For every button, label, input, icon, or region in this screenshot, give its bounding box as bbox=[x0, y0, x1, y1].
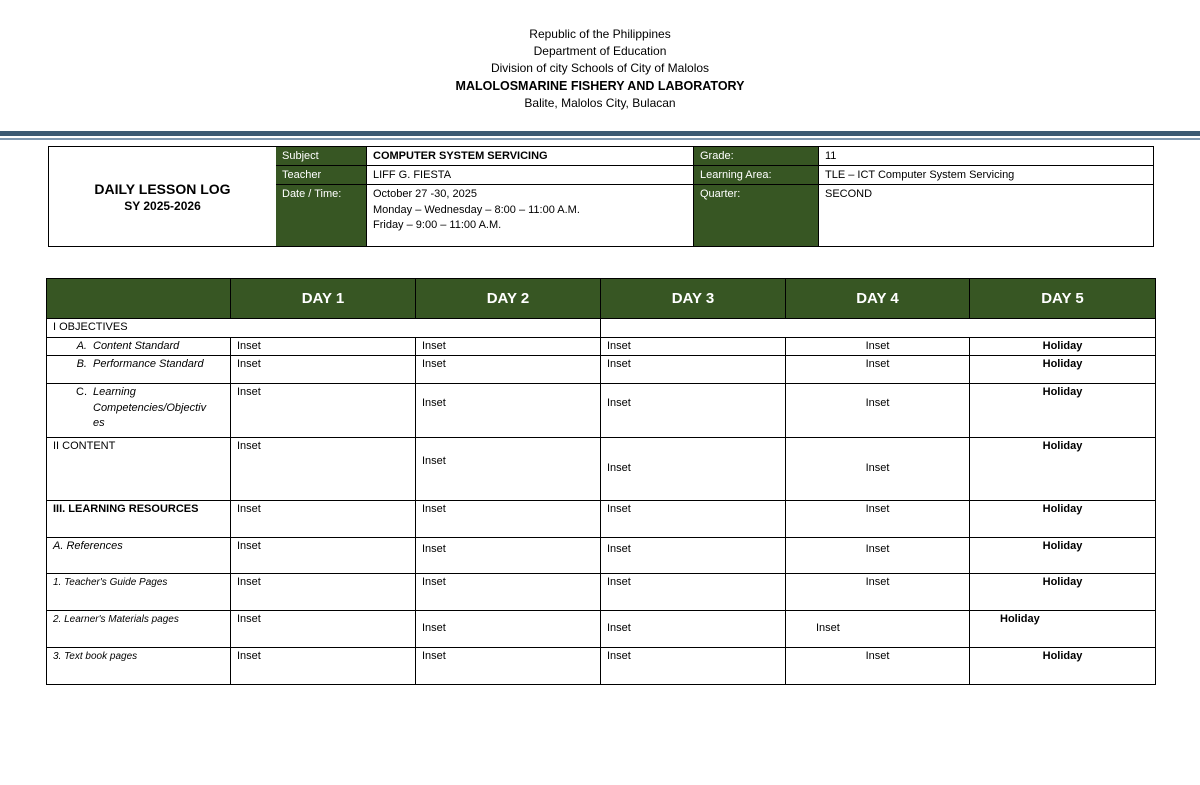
quarter-value: SECOND bbox=[825, 188, 873, 200]
day1-cell: Inset bbox=[231, 337, 416, 356]
day-header: DAY 4 bbox=[786, 279, 970, 319]
day4-cell: Inset bbox=[786, 438, 970, 501]
row-label bbox=[47, 384, 231, 438]
row-label bbox=[47, 356, 231, 384]
learning-area-value: TLE – ICT Computer System Servicing bbox=[819, 166, 1153, 185]
day4-cell: Inset bbox=[786, 611, 970, 648]
day1-cell: Inset bbox=[231, 538, 416, 574]
day5-cell: Holiday bbox=[970, 611, 1156, 648]
table-row bbox=[47, 319, 1156, 338]
day4-cell: Inset bbox=[786, 574, 970, 611]
day5-cell: Holiday bbox=[970, 648, 1156, 685]
corner-header bbox=[47, 279, 231, 319]
log-title: DAILY LESSON LOG bbox=[94, 180, 231, 197]
learning-area-label: Learning Area: bbox=[694, 166, 819, 185]
header-division: Division of city Schools of City of Malolos bbox=[490, 61, 710, 76]
day2-cell: Inset bbox=[416, 611, 601, 648]
day5-cell: Holiday bbox=[970, 384, 1156, 438]
day5-cell: Holiday bbox=[970, 337, 1156, 356]
day3-cell: Inset bbox=[601, 337, 786, 356]
table-row bbox=[47, 356, 1156, 384]
day2-cell: Inset bbox=[416, 337, 601, 356]
day2-cell: Inset bbox=[416, 438, 601, 501]
day3-cell: Inset bbox=[601, 501, 786, 538]
row-label bbox=[47, 337, 231, 356]
day4-cell: Inset bbox=[786, 648, 970, 685]
date-label: Date / Time: bbox=[276, 185, 367, 246]
table-row bbox=[47, 611, 1156, 648]
label-line: es bbox=[93, 417, 105, 429]
day1-cell: Inset bbox=[231, 384, 416, 438]
day3-cell: Inset bbox=[601, 648, 786, 685]
day5-cell: Holiday bbox=[970, 356, 1156, 384]
quarter-label: Quarter: bbox=[694, 185, 819, 246]
label-line: Competencies/Objectiv bbox=[93, 401, 207, 414]
teacher-value: LIFF G. FIESTA bbox=[367, 166, 694, 185]
header-department: Department of Education bbox=[533, 44, 667, 59]
row-letter: B. bbox=[76, 358, 87, 370]
day1-cell: Inset bbox=[231, 648, 416, 685]
day2-cell: Inset bbox=[416, 574, 601, 611]
day1-cell: Inset bbox=[231, 438, 416, 501]
day1-cell: Inset bbox=[231, 356, 416, 384]
table-row bbox=[47, 384, 1156, 438]
grade-label: Grade: bbox=[694, 147, 819, 166]
day4-cell: Inset bbox=[786, 356, 970, 384]
school-year: SY 2025-2026 bbox=[124, 198, 201, 213]
date-value bbox=[367, 185, 694, 246]
header-divider-thin bbox=[0, 138, 1200, 140]
day5-cell: Holiday bbox=[970, 574, 1156, 611]
row-label-text: Performance Standard bbox=[93, 358, 204, 370]
row-label-text: Content Standard bbox=[93, 339, 180, 352]
row-letter: C. bbox=[76, 386, 87, 398]
day1-cell: Inset bbox=[231, 501, 416, 538]
subject-value: COMPUTER SYSTEM SERVICING bbox=[367, 147, 694, 166]
row-label: 1. Teacher's Guide Pages bbox=[47, 574, 231, 611]
school-header bbox=[0, 26, 1200, 112]
row-label: 3. Text book pages bbox=[47, 648, 231, 685]
empty-cell bbox=[601, 319, 1156, 338]
row-label: A. References bbox=[47, 538, 231, 574]
day4-cell: Inset bbox=[786, 384, 970, 438]
day4-cell: Inset bbox=[786, 337, 970, 356]
row-label: II CONTENT bbox=[47, 438, 231, 501]
day2-cell: Inset bbox=[416, 356, 601, 384]
lesson-log-table bbox=[46, 278, 1156, 685]
day-header: DAY 1 bbox=[231, 279, 416, 319]
day1-cell: Inset bbox=[231, 574, 416, 611]
header-school: MALOLOSMARINE FISHERY AND LABORATORY bbox=[455, 78, 745, 93]
teacher-label: Teacher bbox=[276, 166, 367, 185]
table-row bbox=[47, 337, 1156, 356]
header-divider bbox=[0, 131, 1200, 136]
day1-cell: Inset bbox=[231, 611, 416, 648]
day2-cell: Inset bbox=[416, 384, 601, 438]
time-friday: Friday – 9:00 – 11:00 A.M. bbox=[373, 219, 502, 231]
time-mon-wed: Monday – Wednesday – 8:00 – 11:00 A.M. bbox=[373, 203, 580, 216]
lesson-info-table bbox=[48, 146, 1154, 247]
row-label: 2. Learner's Materials pages bbox=[47, 611, 231, 648]
row-letter: A. bbox=[76, 339, 87, 352]
table-row bbox=[47, 438, 1156, 501]
row-label-text bbox=[93, 385, 206, 432]
grade-value: 11 bbox=[819, 147, 1153, 166]
day3-cell: Inset bbox=[601, 438, 786, 501]
day-header: DAY 3 bbox=[601, 279, 786, 319]
table-row bbox=[47, 538, 1156, 574]
day5-cell: Holiday bbox=[970, 538, 1156, 574]
day-header-row bbox=[47, 279, 1156, 319]
day5-cell: Holiday bbox=[970, 438, 1156, 501]
row-label: III. LEARNING RESOURCES bbox=[47, 501, 231, 538]
day3-cell: Inset bbox=[601, 538, 786, 574]
date-range: October 27 -30, 2025 bbox=[373, 188, 477, 200]
day2-cell: Inset bbox=[416, 538, 601, 574]
table-row bbox=[47, 501, 1156, 538]
subject-label: Subject bbox=[276, 147, 367, 166]
table-row bbox=[47, 648, 1156, 685]
day4-cell: Inset bbox=[786, 501, 970, 538]
day5-cell: Holiday bbox=[970, 501, 1156, 538]
day3-cell: Inset bbox=[601, 611, 786, 648]
log-title-block bbox=[49, 147, 277, 246]
label-line: Learning bbox=[93, 386, 136, 398]
day3-cell: Inset bbox=[601, 356, 786, 384]
day3-cell: Inset bbox=[601, 574, 786, 611]
day4-cell: Inset bbox=[786, 538, 970, 574]
table-row bbox=[47, 574, 1156, 611]
header-republic: Republic of the Philippines bbox=[529, 27, 671, 41]
day2-cell: Inset bbox=[416, 648, 601, 685]
day3-cell: Inset bbox=[601, 384, 786, 438]
day-header: DAY 5 bbox=[970, 279, 1156, 319]
objectives-heading: I OBJECTIVES bbox=[47, 319, 601, 338]
day2-cell: Inset bbox=[416, 501, 601, 538]
day-header: DAY 2 bbox=[416, 279, 601, 319]
header-address: Balite, Malolos City, Bulacan bbox=[524, 95, 676, 110]
